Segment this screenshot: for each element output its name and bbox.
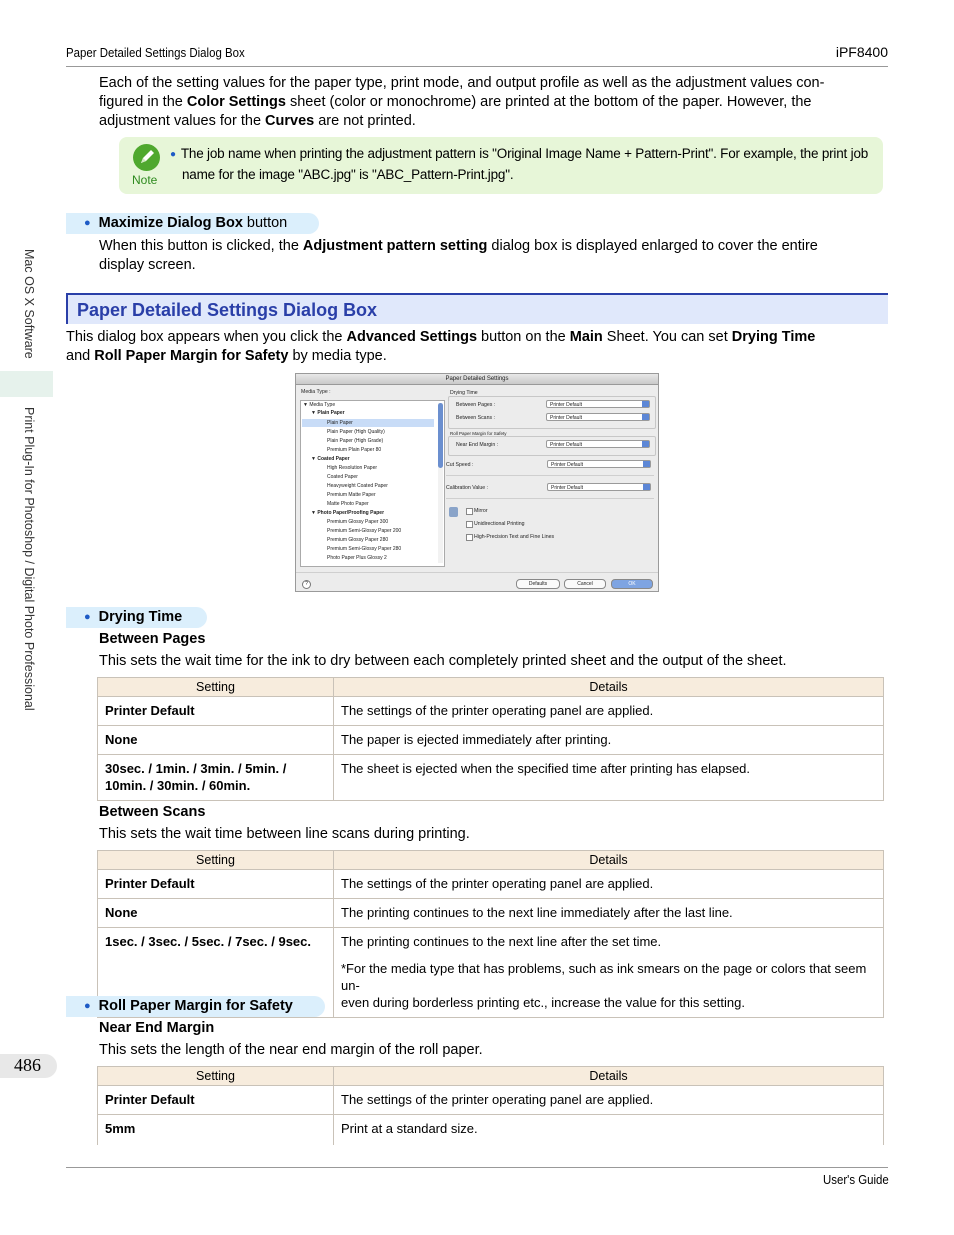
- tree-item[interactable]: ▼ Media Type: [303, 402, 336, 408]
- tree-item[interactable]: Premium Glossy Paper 300: [327, 519, 389, 525]
- tree-item[interactable]: Plain Paper (High Grade): [327, 438, 384, 444]
- between-scans-label: Between Scans :: [456, 415, 495, 421]
- mirror-checkbox[interactable]: [466, 508, 473, 515]
- between-pages-label: Between Pages :: [456, 402, 496, 408]
- tree-item[interactable]: ▼ Coated Paper: [311, 456, 350, 462]
- footer-guide: User's Guide: [823, 1172, 889, 1187]
- unidirectional-label: Unidirectional Printing: [474, 521, 525, 527]
- maximize-bullet: ● Maximize Dialog Box button: [66, 213, 319, 234]
- dialog-screenshot: [295, 373, 659, 592]
- near-end-table: [97, 1066, 884, 1145]
- tree-item[interactable]: Premium Semi-Glossy Paper 200: [327, 528, 402, 534]
- ok-button[interactable]: OK: [611, 579, 653, 589]
- cut-speed-label: Cut Speed :: [446, 462, 474, 468]
- running-header-model: iPF8400: [835, 44, 888, 60]
- between-pages-desc: This sets the wait time for the ink to dry between each completely printed sheet and the output of the sheet.: [99, 653, 787, 669]
- tree-item[interactable]: Premium Matte Paper: [327, 492, 376, 498]
- cancel-button[interactable]: Cancel: [564, 579, 606, 589]
- roll-margin-label: Roll Paper Margin for Safety: [450, 431, 507, 436]
- between-scans-table: [97, 850, 884, 1018]
- tree-item[interactable]: Matte Photo Paper: [327, 501, 369, 507]
- page-number: 486: [14, 1055, 41, 1075]
- table-header-row: Setting Details: [98, 851, 884, 870]
- section-heading: Paper Detailed Settings Dialog Box: [66, 293, 888, 324]
- side-tab-mac-os-x[interactable]: Mac OS X Software: [22, 249, 36, 359]
- media-type-tree[interactable]: [300, 400, 445, 567]
- drying-time-bullet: ● Drying Time: [66, 607, 207, 628]
- unidirectional-checkbox[interactable]: [466, 521, 473, 528]
- maximize-desc: When this button is clicked, the Adjustment pattern setting dialog box is displayed enlarged to cover the entire display screen.: [99, 238, 818, 273]
- tree-item[interactable]: Heavyweight Coated Paper: [327, 483, 388, 489]
- cut-speed-popup[interactable]: Printer Default: [547, 460, 651, 468]
- tree-item[interactable]: Photo Paper Plus Glossy 2: [327, 555, 387, 561]
- tree-item[interactable]: ▼ Photo Paper/Proofing Paper: [311, 510, 385, 516]
- divider: [446, 475, 654, 476]
- side-tab-active: [0, 371, 53, 397]
- calibration-popup[interactable]: Printer Default: [547, 483, 651, 491]
- header-rule: [66, 66, 888, 67]
- table-row: None The paper is ejected immediately after printing.: [98, 726, 884, 755]
- tree-selection: [302, 419, 434, 427]
- tree-scrollbar[interactable]: [438, 403, 443, 563]
- table-row: Printer Default The settings of the printer operating panel are applied.: [98, 870, 884, 899]
- divider: [446, 498, 654, 499]
- high-precision-label: High-Precision Text and Fine Lines: [474, 534, 555, 540]
- intro-paragraph: Each of the setting values for the paper type, print mode, and output profile as well as the adjustment values con- figured in the Color Settings sheet (color or monochrome) are printed at the bottom of the paper. However, the adjustment values for the Curves are not printed.: [99, 75, 825, 129]
- table-row: Printer Default The settings of the printer operating panel are applied.: [98, 1086, 884, 1115]
- roll-margin-bullet: ● Roll Paper Margin for Safety: [66, 996, 325, 1017]
- table-header-row: Setting Details: [98, 1067, 884, 1086]
- near-end-label: Near End Margin :: [456, 442, 499, 448]
- defaults-button[interactable]: Defaults: [516, 579, 560, 589]
- note-pencil-icon: [133, 144, 160, 171]
- printer-icon: [449, 507, 458, 517]
- tree-item[interactable]: Plain Paper: [327, 420, 353, 426]
- dialog-title: Paper Detailed Settings: [296, 374, 658, 385]
- tree-item[interactable]: Premium Plain Paper 80: [327, 447, 382, 453]
- near-end-desc: This sets the length of the near end margin of the roll paper.: [99, 1042, 483, 1058]
- tree-item[interactable]: Premium Semi-Glossy Paper 280: [327, 546, 402, 552]
- note-label: Note: [132, 173, 158, 187]
- high-precision-checkbox[interactable]: [466, 534, 473, 541]
- calibration-label: Calibration Value :: [446, 485, 489, 491]
- section-intro: This dialog box appears when you click the Advanced Settings button on the Main Sheet. You can set Drying Time and Roll Paper Margin for Safety by media type.: [66, 329, 816, 364]
- help-icon[interactable]: ?: [302, 580, 311, 589]
- between-pages-heading: Between Pages: [99, 631, 206, 647]
- between-pages-popup[interactable]: Printer Default: [546, 400, 650, 408]
- table-row: 1sec. / 3sec. / 5sec. / 7sec. / 9sec. The printing continues to the next line after the set time. *For the media type that has problems, such as ink smears on the page or colors that seem un- even during borderless printing etc., increase the value for this setting.: [98, 928, 884, 1018]
- between-scans-heading: Between Scans: [99, 804, 206, 820]
- tree-item[interactable]: ▼ Plain Paper: [311, 410, 345, 416]
- between-scans-desc: This sets the wait time between line scans during printing.: [99, 826, 470, 842]
- table-header-row: Setting Details: [98, 678, 884, 697]
- tree-item[interactable]: High Resolution Paper: [327, 465, 378, 471]
- bullet-icon: ●: [84, 611, 91, 623]
- media-type-label: Media Type :: [301, 389, 331, 395]
- table-row: None The printing continues to the next line immediately after the last line.: [98, 899, 884, 928]
- mirror-label: Mirror: [474, 508, 488, 514]
- table-row: 5mm Print at a standard size.: [98, 1115, 884, 1145]
- note-text: ● The job name when printing the adjustment pattern is "Original Image Name + Pattern-Print". For example, the print job name for the image "ABC.jpg" is "ABC_Pattern-Print.jpg".: [170, 146, 869, 182]
- tree-item[interactable]: Coated Paper: [327, 474, 358, 480]
- between-pages-table: [97, 677, 884, 801]
- tree-item[interactable]: Plain Paper (High Quality): [327, 429, 385, 435]
- tree-item[interactable]: Premium Glossy Paper 280: [327, 537, 389, 543]
- between-scans-popup[interactable]: Printer Default: [546, 413, 650, 421]
- bullet-icon: ●: [84, 217, 91, 229]
- near-end-popup[interactable]: Printer Default: [546, 440, 650, 448]
- running-header-title: Paper Detailed Settings Dialog Box: [66, 45, 245, 60]
- side-tab-print-plugin[interactable]: Print Plug-In for Photoshop / Digital Photo Professional: [22, 407, 36, 711]
- table-row: 30sec. / 1min. / 3min. / 5min. / 10min. / 30min. / 60min. The sheet is ejected when the specified time after printing has elapsed.: [98, 755, 884, 801]
- bullet-icon: ●: [84, 1000, 91, 1012]
- near-end-heading: Near End Margin: [99, 1020, 215, 1036]
- footer-rule: [66, 1167, 888, 1168]
- divider: [296, 572, 658, 573]
- drying-time-label: Drying Time: [450, 390, 478, 396]
- table-row: Printer Default The settings of the printer operating panel are applied.: [98, 697, 884, 726]
